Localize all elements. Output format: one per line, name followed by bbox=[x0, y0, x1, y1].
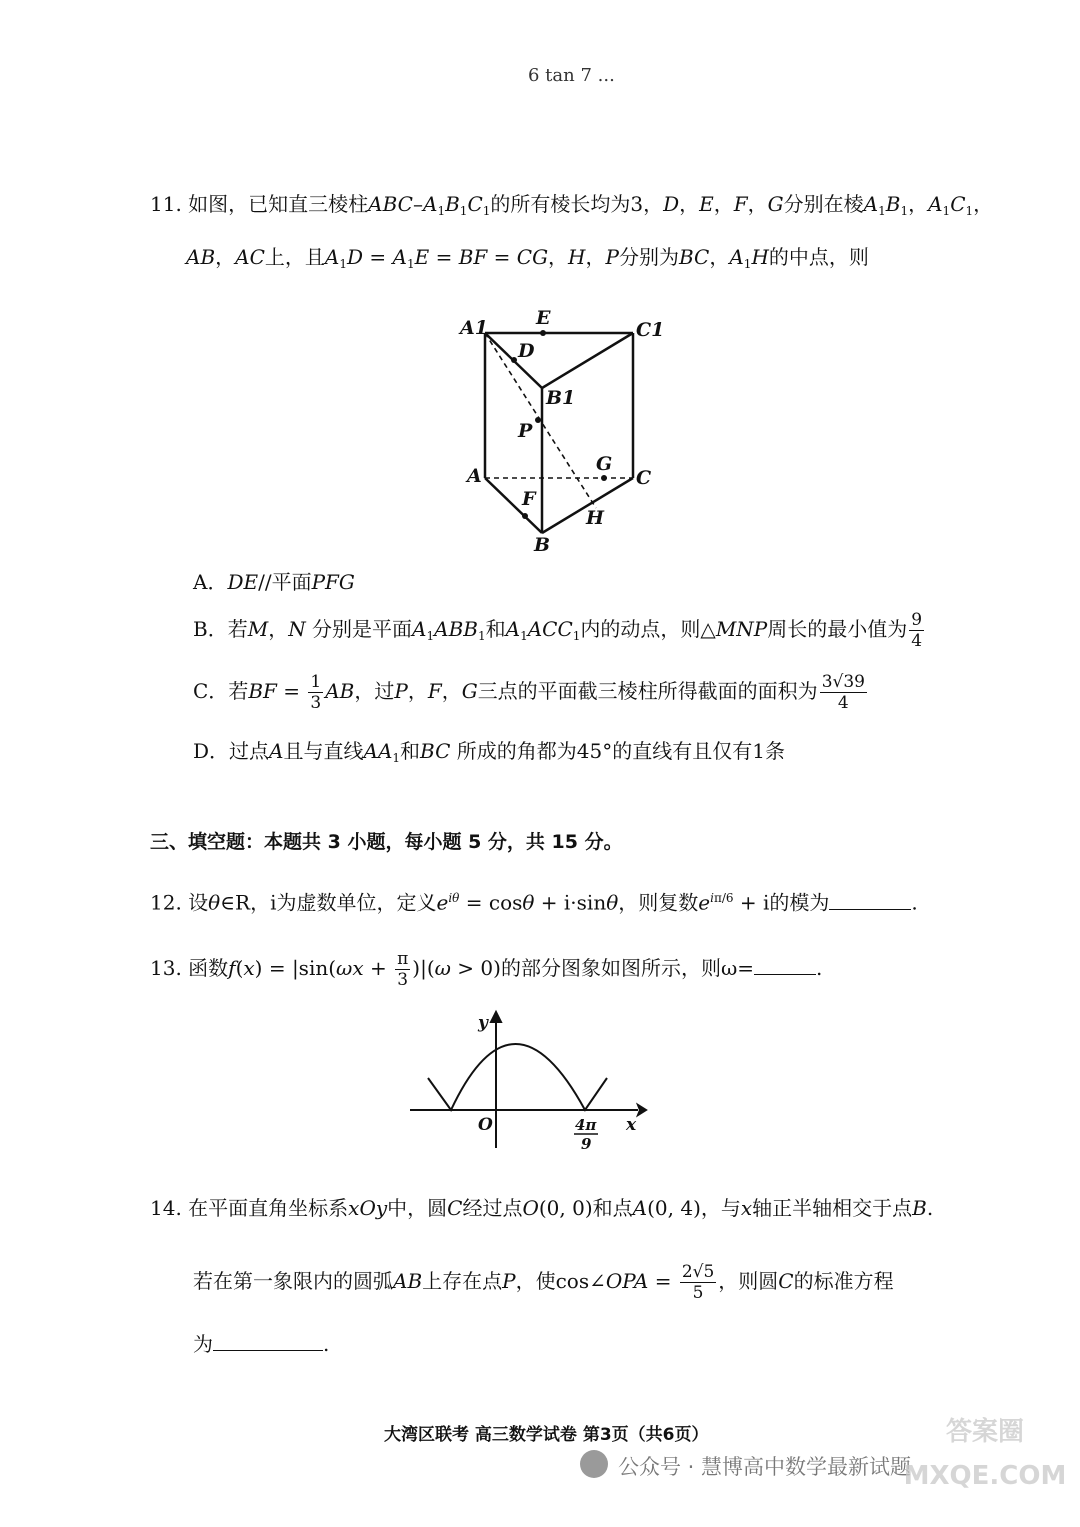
q12-t2: ，i为虚数单位，定义 bbox=[250, 890, 437, 915]
q11-tail: 分别在棱 bbox=[783, 192, 864, 216]
function-curve bbox=[428, 1044, 607, 1110]
point-G bbox=[601, 475, 607, 481]
q11-cond: 上，且 bbox=[264, 245, 325, 269]
label-B: B bbox=[534, 534, 551, 556]
label-F: F bbox=[522, 488, 536, 510]
q14-t5: ，与 bbox=[700, 1196, 741, 1220]
tick-denominator: 9 bbox=[581, 1135, 592, 1153]
option-b-label: B． bbox=[193, 617, 228, 641]
prism-figure bbox=[440, 300, 680, 560]
label-D: D bbox=[518, 340, 535, 362]
label-C1: C1 bbox=[636, 319, 665, 341]
option-c-label: C． bbox=[193, 679, 229, 703]
tick-numerator: 4π bbox=[575, 1116, 597, 1134]
q12-t1: 设 bbox=[188, 890, 209, 915]
q14-t4: 和点 bbox=[592, 1196, 633, 1220]
q12-t4: 的模为 bbox=[769, 890, 830, 915]
option-c-t3: 三点的平面截三棱柱所得截面的面积为 bbox=[477, 679, 818, 703]
section-3-heading: 三、填空题：本题共 3 小题，每小题 5 分，共 15 分。 bbox=[150, 831, 623, 853]
option-d-t4: 所成的角都为45°的直线有且仅有1条 bbox=[456, 739, 785, 763]
q14-t6: 轴正半轴相交于点 bbox=[752, 1196, 913, 1220]
q11-line2-tail: 的中点，则 bbox=[768, 245, 869, 269]
q13-graph bbox=[400, 1008, 650, 1158]
q14-number: 14. bbox=[150, 1196, 182, 1220]
label-P: P bbox=[518, 420, 533, 442]
x-label: x bbox=[626, 1115, 637, 1135]
label-B1: B1 bbox=[546, 387, 576, 409]
watermark-logo: 答案圈 MXQE.COM bbox=[903, 1417, 1067, 1491]
q14-t10: ，则圆 bbox=[718, 1269, 779, 1293]
q11-line2: AB，AC上，且$A_1D = A_1E$ = BF = CG，H，P分别为BC，$A_1H$的中点，则 bbox=[186, 245, 869, 271]
q14-line3: 为 . bbox=[193, 1332, 330, 1356]
q11-option-d: D．过点A且与直线$AA_1$和BC 所成的角都为45°的直线有且仅有1条 bbox=[193, 739, 785, 765]
label-G: G bbox=[596, 453, 613, 475]
origin-label: O bbox=[478, 1115, 493, 1135]
option-b-t3: 和 bbox=[485, 617, 506, 641]
q11-option-a: A．DE//平面PFG bbox=[193, 570, 355, 594]
point-P bbox=[535, 417, 541, 423]
label-E: E bbox=[536, 307, 551, 329]
q12: 12. 设θ∈R，i为虚数单位，定义$e^{i\theta} = \cos\theta + i\cdot\sin\theta$，则复数$e^{i\pi/6} + i$的模为 . bbox=[150, 890, 918, 915]
q13: 13. 函数f(x) = |sin(ωx + $\frac{\pi}{3}$ )|(ω > 0)的部分图象如图所示，则ω= . bbox=[150, 949, 823, 990]
q14-line1: 14. 在平面直角坐标系xOy中，圆C经过点O(0, 0)和点A(0, 4)，与x轴正半轴相交于点B. bbox=[150, 1196, 934, 1220]
q13-t2: 的部分图象如图所示，则ω= bbox=[500, 956, 755, 980]
q11-option-b: B．若M，N 分别是平面$A_1ABB_1$和$A_1ACC_1$内的动点，则△MNP周长的最小值为 $\frac{9}{4}$ bbox=[193, 610, 923, 651]
q11-number: 11. bbox=[150, 192, 182, 216]
wechat-icon bbox=[580, 1450, 608, 1478]
label-A1: A1 bbox=[460, 317, 488, 339]
option-d-label: D． bbox=[193, 739, 230, 763]
option-b-t2: 分别是平面 bbox=[312, 617, 413, 641]
q14-t3: 经过点 bbox=[462, 1196, 523, 1220]
option-b-t5: 周长的最小值为 bbox=[767, 617, 908, 641]
q14-t2: 中，圆 bbox=[387, 1196, 448, 1220]
point-D bbox=[511, 357, 517, 363]
q14-t8: 上存在点 bbox=[422, 1269, 503, 1293]
q11-option-c: C．若BF = $\frac{1}{3}$ AB，过P，F，G三点的平面截三棱柱所得截面的面积为 $\frac{3√39}{4}$ bbox=[193, 672, 865, 713]
q14-line2: 若在第一象限内的圆弧AB上存在点P，使cos∠OPA = $\frac{2√5}{5}$ ，则圆C的标准方程 bbox=[193, 1262, 894, 1303]
q14-t9: ，使 bbox=[515, 1269, 556, 1293]
label-A: A bbox=[467, 465, 482, 487]
option-a-text: 平面 bbox=[271, 570, 312, 594]
q11-intro: 如图，已知直三棱柱 bbox=[188, 192, 369, 216]
header-fragment: 6 tan 7 ... bbox=[528, 65, 615, 86]
q14-t1: 在平面直角坐标系 bbox=[188, 1196, 349, 1220]
q11-rest: 的所有棱长均为3， bbox=[490, 192, 664, 216]
option-d-t3: 和 bbox=[400, 739, 421, 763]
watermark-text: 公众号 · 慧博高中数学最新试题 bbox=[618, 1455, 912, 1479]
q12-t3: ，则复数 bbox=[618, 890, 699, 915]
point-F bbox=[522, 513, 528, 519]
q14-t7: 若在第一象限内的圆弧 bbox=[193, 1269, 393, 1293]
label-C: C bbox=[636, 467, 652, 489]
option-c-t2: ，过 bbox=[354, 679, 395, 703]
option-d-t2: 且与直线 bbox=[283, 739, 364, 763]
y-label: y bbox=[478, 1013, 488, 1033]
q14-t11: 的标准方程 bbox=[793, 1269, 894, 1293]
option-c-t1: 若 bbox=[228, 679, 249, 703]
option-d-t1: 过点 bbox=[229, 739, 270, 763]
label-H: H bbox=[586, 507, 604, 529]
q12-number: 12. bbox=[150, 890, 182, 915]
q14-t12: 为 bbox=[193, 1332, 213, 1356]
page-footer: 大湾区联考 高三数学试卷 第3页（共6页） bbox=[384, 1425, 709, 1445]
option-b-t4: 内的动点，则 bbox=[580, 617, 701, 641]
option-a-label: A． bbox=[193, 570, 228, 594]
q13-t1: 函数 bbox=[188, 956, 229, 980]
point-E bbox=[540, 330, 546, 336]
q11-line1: 11. 如图，已知直三棱柱ABC–$A_1B_1C_1$的所有棱长均为3，D，E，F，G分别在棱$A_1B_1$，$A_1C_1$， bbox=[150, 192, 994, 218]
option-b-t1: 若 bbox=[227, 617, 248, 641]
q13-number: 13. bbox=[150, 956, 182, 980]
